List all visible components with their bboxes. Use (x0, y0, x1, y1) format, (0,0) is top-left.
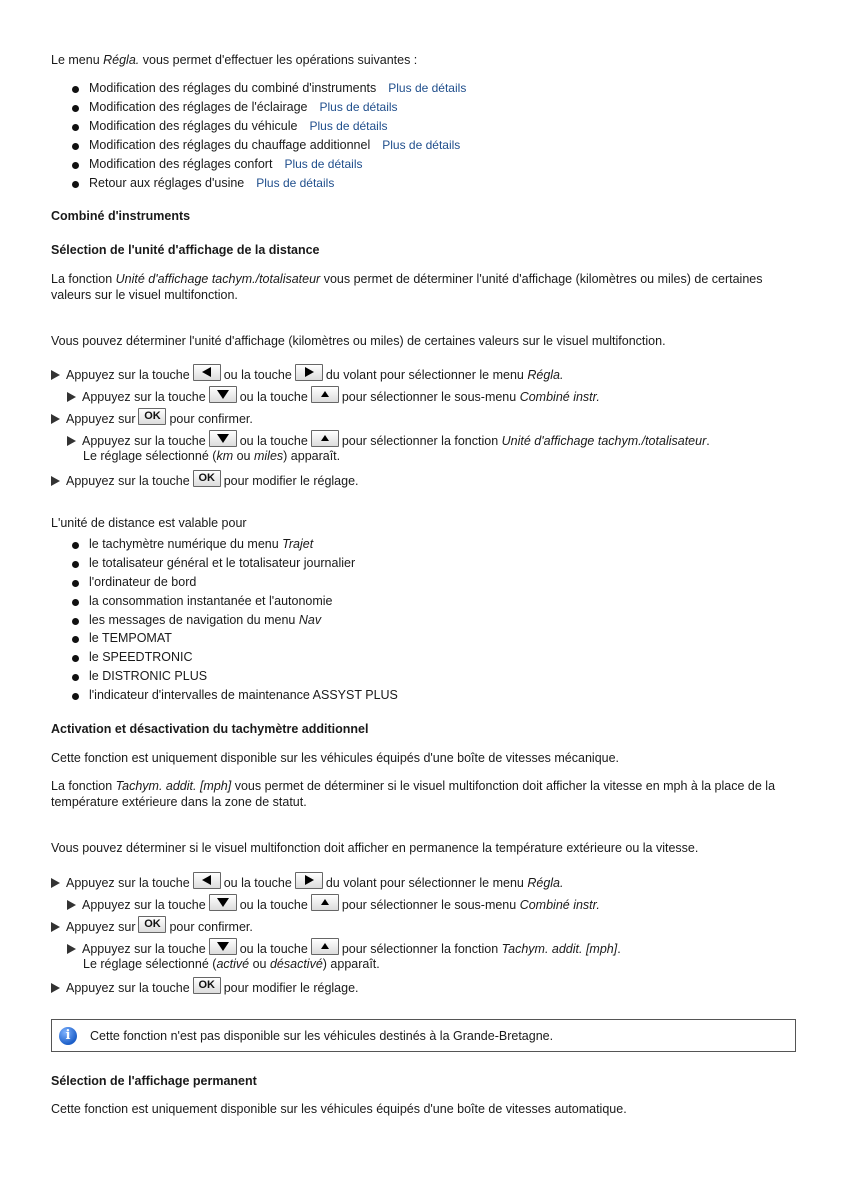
step-arrow-icon (67, 944, 76, 954)
bullet-icon (72, 162, 79, 169)
section-heading: Combiné d'instruments (51, 209, 191, 223)
selected-setting-text: Le réglage sélectionné (activé ou désactivé) apparaît. (83, 957, 380, 971)
step: Appuyez sur la touche OK pour modifier le réglage. (51, 470, 359, 489)
step-arrow-icon (67, 900, 76, 910)
intro-text: Le menu Régla. vous permet d'effectuer les opérations suivantes : (51, 53, 418, 67)
bullet-icon (72, 618, 79, 625)
section-heading: Sélection de l'affichage permanent (51, 1074, 257, 1088)
list-item: le TEMPOMAT (89, 631, 172, 645)
ok-key-icon: OK (138, 408, 166, 425)
step-arrow-icon (67, 392, 76, 402)
bullet-icon (72, 580, 79, 587)
step: Appuyez sur la touche OK pour modifier le réglage. (51, 977, 359, 996)
substep: Appuyez sur la touche ou la touche pour sélectionner la fonction Tachym. addit. [mph]. (67, 938, 621, 957)
step: Appuyez sur OK pour confirmer. (51, 408, 253, 427)
bullet-icon (72, 655, 79, 662)
bullet-icon (72, 674, 79, 681)
bullet-icon (72, 636, 79, 643)
details-link[interactable]: Plus de détails (284, 157, 363, 171)
list-item: le tachymètre numérique du menu Trajet (89, 537, 314, 551)
list-item: Retour aux réglages d'usine Plus de détails (89, 176, 335, 190)
details-link[interactable]: Plus de détails (382, 138, 461, 152)
list-item: l'indicateur d'intervalles de maintenance ASSYST PLUS (89, 688, 398, 702)
list-item: le SPEEDTRONIC (89, 650, 193, 664)
details-link[interactable]: Plus de détails (319, 100, 398, 114)
up-key-icon (311, 386, 339, 403)
down-key-icon (209, 938, 237, 955)
selected-setting-text: Le réglage sélectionné (km ou miles) apparaît. (83, 449, 341, 463)
step-arrow-icon (51, 476, 60, 486)
step-arrow-icon (51, 878, 60, 888)
down-key-icon (209, 386, 237, 403)
bullet-icon (72, 599, 79, 606)
list-item: l'ordinateur de bord (89, 575, 197, 589)
step: Appuyez sur la touche ou la touche du volant pour sélectionner le menu Régla. (51, 872, 563, 891)
paragraph: Cette fonction est uniquement disponible sur les véhicules équipés d'une boîte de vitesses mécanique. (51, 751, 620, 765)
up-key-icon (311, 430, 339, 447)
substep: Appuyez sur la touche ou la touche pour sélectionner le sous-menu Combiné instr. (67, 386, 600, 405)
bullet-icon (72, 181, 79, 188)
step-arrow-icon (67, 436, 76, 446)
list-item: Modification des réglages du combiné d'instruments Plus de détails (89, 81, 467, 95)
bullet-icon (72, 124, 79, 131)
step-arrow-icon (51, 922, 60, 932)
right-key-icon (295, 364, 323, 381)
list-item: Modification des réglages du véhicule Plus de détails (89, 119, 388, 133)
list-item: Modification des réglages de l'éclairage Plus de détails (89, 100, 398, 114)
list-item: Modification des réglages du chauffage additionnel Plus de détails (89, 138, 461, 152)
paragraph: La fonction Unité d'affichage tachym./totalisateur vous permet de déterminer l'unité d'affichage (kilomètres ou miles) de certaines (51, 272, 763, 286)
step: Appuyez sur la touche ou la touche du volant pour sélectionner le menu Régla. (51, 364, 563, 383)
substep: Appuyez sur la touche ou la touche pour sélectionner la fonction Unité d'affichage tachym./totalisateur. (67, 430, 710, 449)
bullet-icon (72, 143, 79, 150)
bullet-icon (72, 105, 79, 112)
list-item: Modification des réglages confort Plus de détails (89, 157, 363, 171)
bullet-icon (72, 542, 79, 549)
note-text: Cette fonction n'est pas disponible sur les véhicules destinés à la Grande-Bretagne. (90, 1029, 554, 1043)
left-key-icon (193, 872, 221, 889)
list-item: le DISTRONIC PLUS (89, 669, 208, 683)
details-link[interactable]: Plus de détails (309, 119, 388, 133)
details-link[interactable]: Plus de détails (256, 176, 335, 190)
info-icon: i (59, 1027, 77, 1045)
bullet-icon (72, 86, 79, 93)
right-key-icon (295, 872, 323, 889)
step-arrow-icon (51, 983, 60, 993)
step: Appuyez sur OK pour confirmer. (51, 916, 253, 935)
step-arrow-icon (51, 414, 60, 424)
down-key-icon (209, 430, 237, 447)
down-key-icon (209, 894, 237, 911)
ok-key-icon: OK (138, 916, 166, 933)
up-key-icon (311, 938, 339, 955)
list-item: le totalisateur général et le totalisateur journalier (89, 556, 356, 570)
substep: Appuyez sur la touche ou la touche pour sélectionner le sous-menu Combiné instr. (67, 894, 600, 913)
left-key-icon (193, 364, 221, 381)
paragraph: Cette fonction est uniquement disponible sur les véhicules équipés d'une boîte de vitesses automatique. (51, 1102, 627, 1116)
bullet-icon (72, 693, 79, 700)
paragraph: Vous pouvez déterminer l'unité d'affichage (kilomètres ou miles) de certaines valeurs sur le visuel multifonction. (51, 334, 666, 348)
up-key-icon (311, 894, 339, 911)
ok-key-icon: OK (193, 470, 221, 487)
paragraph: L'unité de distance est valable pour (51, 516, 247, 530)
section-heading: Activation et désactivation du tachymètre additionnel (51, 722, 369, 736)
paragraph: La fonction Tachym. addit. [mph] vous permet de déterminer si le visuel multifonction doit afficher la vitesse en mph à la place de la (51, 779, 776, 793)
bullet-icon (72, 561, 79, 568)
section-heading: Sélection de l'unité d'affichage de la distance (51, 243, 320, 257)
paragraph: Vous pouvez déterminer si le visuel multifonction doit afficher en permanence la température extérieure ou la vitesse. (51, 841, 699, 855)
ok-key-icon: OK (193, 977, 221, 994)
paragraph: valeurs sur le visuel multifonction. (51, 288, 238, 302)
paragraph: température extérieure dans la zone de statut. (51, 795, 307, 809)
step-arrow-icon (51, 370, 60, 380)
list-item: les messages de navigation du menu Nav (89, 613, 322, 627)
info-note (51, 1019, 796, 1052)
details-link[interactable]: Plus de détails (388, 81, 467, 95)
list-item: la consommation instantanée et l'autonomie (89, 594, 333, 608)
